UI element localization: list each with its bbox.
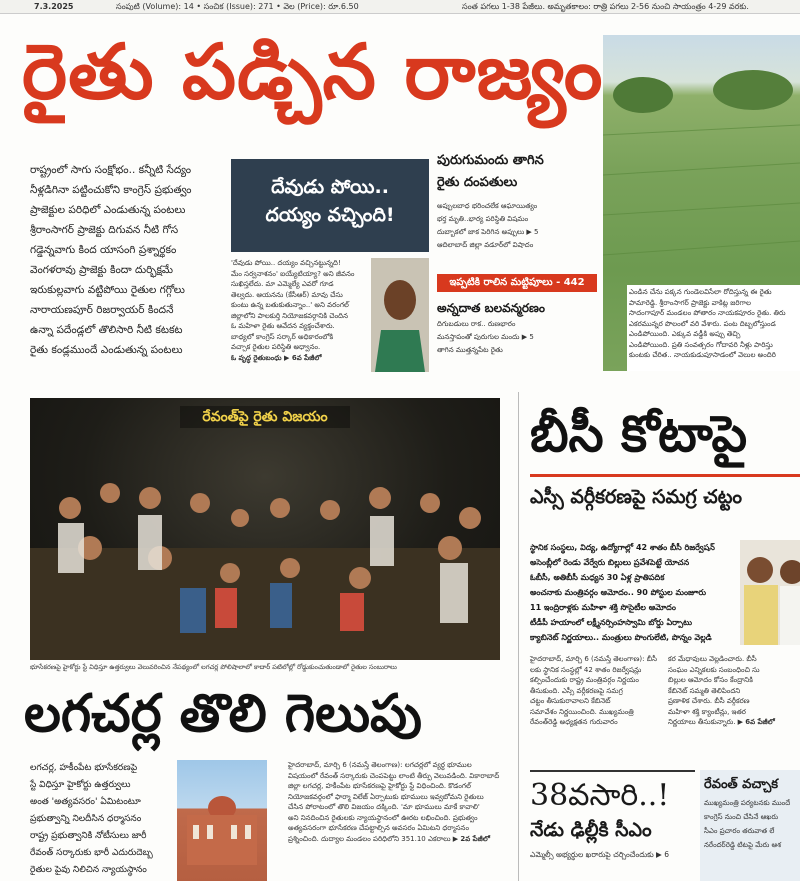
rally-photo-label: రేవంత్‌పై రైతు విజయం bbox=[180, 406, 350, 428]
bc-bullet: అసెంబ్లీలో రెండు వేర్వేరు బిల్లులు ప్రవేశపెట్టే యోచన bbox=[530, 558, 690, 567]
suicide-jump: 5 bbox=[534, 228, 539, 236]
sub-headline: అన్నదాత బలవన్మరణం bbox=[437, 301, 545, 315]
revanth-line: సీఎం ప్రచారం తరువాత లే bbox=[704, 827, 775, 835]
quote-headline-box bbox=[231, 159, 429, 252]
suicide-headline-2: రైతు దంపతులు bbox=[437, 175, 518, 190]
rally-photo bbox=[30, 398, 500, 660]
quote-headline-2: దయ్యం వచ్చింది! bbox=[265, 204, 395, 226]
revanth-line: కాంగ్రెస్ నుంచి చేసినే ఆఖరు bbox=[704, 813, 779, 821]
sub-line-text: మనస్తాపంతో పురుగుల మందు bbox=[437, 333, 520, 341]
lagacharla-body-line: జిల్లా లగచర్ల, హకీంపేట భూసేకరణపై హైకోర్టు స్టే విధించింది. కొడంగల్ bbox=[288, 782, 471, 790]
field-caption-l1: పామారెడ్డి. శ్రీరాంసాగర్ ప్రాజెక్టు వాకిట్ల జరిగాల bbox=[629, 298, 751, 307]
lagacharla-line: రాష్ట్ర ప్రభుత్వానికి నోటీసులు జారీ bbox=[30, 831, 147, 841]
woman-farmer-photo bbox=[371, 258, 429, 372]
lead-line: రైతు కండ్లముందే ఎండుతున్న పంటలు bbox=[30, 344, 183, 356]
suicide-line: దుబ్బాకలో జాక పెరిగిన అప్పులు ▶ 5 bbox=[437, 228, 539, 236]
bc-body-line: బిల్లుల ఆమోదం కోసం కేంద్రానికి bbox=[668, 676, 753, 684]
quote-body bbox=[231, 258, 371, 363]
ministers-illustration bbox=[740, 540, 800, 645]
field-photo bbox=[603, 35, 800, 371]
revanth-line: నరేందర్‌రెడ్డి టిటపై మేరు ఆశ bbox=[704, 841, 781, 849]
quote-line: తెల్వదు. ఆయనను (కేసీఆర్) మావు చేసు bbox=[231, 290, 343, 299]
quote-line: వచ్చాక రైతుల పరిస్థితి అధ్వానం. bbox=[231, 343, 321, 351]
lead-line: ఉన్నా పదేండ్లలో తొలిసారి నీటి కటకట bbox=[30, 324, 183, 336]
quote-byline-text: ఓ వృద్ధ రైతుబంధు bbox=[231, 353, 282, 362]
bc-body-line: తీసుకుంది. ఎస్సీ వర్గీకరణపై సమగ్ర bbox=[530, 686, 623, 695]
high-court-illustration bbox=[177, 760, 267, 881]
cm-delhi-box bbox=[530, 770, 695, 881]
lagacharla-highlights bbox=[30, 760, 176, 879]
lagacharla-line: రేవంత్ సర్కారుకు భారీ ఎదురుదెబ్బ bbox=[30, 848, 153, 858]
lagacharla-jump: 2వ పేజీలో bbox=[460, 834, 490, 843]
lead-line: శ్రీరాంసాగర్ ప్రాజెక్టు దిగువన నీటి గోస bbox=[30, 224, 179, 236]
death-toll-bar: ఇప్పటికి రాలిన మట్టిపూలు - 442 bbox=[437, 274, 597, 292]
field-caption-l6: కుంటకు చేరిత.. నాయకుడుపూసాడంలో వెలుల అందిరి bbox=[629, 351, 776, 359]
bc-body-line: కేబినెట్ సమ్మతి తెలిపిందని bbox=[668, 686, 741, 695]
lead-line: రాష్ట్రంలో సాగు సంక్షోభం.. కన్నీటి సేద్యం bbox=[30, 164, 192, 176]
bc-body-line: కల్పించేందుకు రాష్ట్ర మంత్రివర్గం నిర్ణయం bbox=[530, 676, 639, 684]
suicide-story bbox=[437, 150, 597, 252]
quote-jump: 6వ పేజీలో bbox=[291, 353, 322, 362]
quote-line: ఓ మహిళా రైతు ఆవేదన వ్యక్తంచేశారు. bbox=[231, 322, 335, 330]
bc-body-line: రేవంత్‌రెడ్డి అధ్యక్షతన గురువారం bbox=[530, 718, 618, 726]
crowd-illustration bbox=[30, 398, 500, 660]
rally-caption: భూసేకరణపై హైకోర్టు స్టే విధిస్తూ ఉత్తర్వులు వెలువరించిన నేపథ్యంలో లగచర్ల పోలిషాలాలో కాదార్ పటిలోల్లో రోడ్డుకుంచుతుండాలో రైతుల సంబురాలు bbox=[30, 663, 397, 671]
lead-headline: రైతు పడ్చిన రాజ్యం bbox=[22, 27, 604, 116]
ministers-photo bbox=[740, 540, 800, 645]
lead-line: నీళ్లడిగినా పట్టించుకోని కాంగ్రెస్ ప్రభుత్వం bbox=[30, 184, 192, 196]
lagacharla-body-line: విషయంలో రేవంత్ సర్కారుకు చెంపపెట్టు లాంటి తీర్పు వెలువడింది. వికారాబాద్ bbox=[288, 771, 500, 780]
sub-story bbox=[437, 298, 597, 357]
bc-body-line: హైదరాబాద్, మార్చి 6 (నమస్తే తెలంగాణ): బీసీ bbox=[530, 655, 658, 663]
woman-farmer-illustration bbox=[371, 258, 429, 372]
sub-line: దిగుబడులు రాక.. రుణభారం bbox=[437, 320, 516, 328]
revanth-title: రేవంత్ వచ్చాక bbox=[704, 777, 779, 792]
lagacharla-headline: లగచర్ల తొలి గెలుపు bbox=[24, 683, 422, 744]
bc-bullet: టీడీపీ హయాంలో లక్ష్మీనర్సింహస్వామి బోర్డు ఏర్పాటు bbox=[530, 618, 693, 627]
issue-pages: సంత పగలు 1-38 పేజీలు. అమృతకాలం: రాత్రి పగలు 2-56 నుంచి సాయంత్రం 4-29 వరకు. bbox=[462, 2, 749, 11]
cm-line-text: ఎమ్మెల్సీ అభ్యర్థుల ఖరారుపై చర్చించేందుకు bbox=[530, 850, 654, 859]
lagacharla-body bbox=[288, 760, 500, 844]
lagacharla-line: రైతుల పైవు నిలిచిన న్యాయస్థానం bbox=[30, 865, 147, 875]
sub-jump: 5 bbox=[529, 333, 534, 341]
lagacharla-body-line: నియోజకవర్గంలో ఫార్మా విలేజ్ ఏర్పాటుకు భూములు ఇవ్వబోమని రైతులు bbox=[288, 792, 484, 801]
lead-line: గడ్డెన్నవాగు కింద యాసంగి ప్రశ్నార్థకం bbox=[30, 244, 177, 256]
lagacharla-body-line: చేసిన పోరాటంలో తొలి విజయం దక్కింది. 'మా భూములు మాకే కావాలి' bbox=[288, 803, 480, 811]
bc-bullet: 11 ఇంద్రిరాళ్లకు మహిళా శక్తి సొసైటీల ఆమోదం bbox=[530, 603, 676, 612]
suicide-line-text: దుబ్బాకలో జాక పెరిగిన అప్పులు bbox=[437, 228, 525, 236]
bc-body-line: లకు స్థానిక సంస్థల్లో 42 శాతం రిజర్వేషన్లు bbox=[530, 665, 642, 674]
bc-headline: బీసీ కోటాపై bbox=[530, 404, 748, 463]
field-caption-l2: సాదంగాపూర్ మండలం పోతారం నాయకపూరం రైతు. తిరు bbox=[629, 309, 786, 317]
suicide-headline-1: పురుగుమందు తాగిన bbox=[437, 153, 544, 168]
lagacharla-line: అంత 'అత్యవసరం' ఏమిటంటూ bbox=[30, 797, 141, 807]
field-caption-l3: ఎకరమున్నర పొలంలో వరి వేశారు. పంట దిబ్బలోస్తుండ bbox=[629, 319, 776, 328]
lagacharla-line: లగచర్ల, హకీంపేట భూసేకరణపై bbox=[30, 763, 138, 773]
bc-body-line: సమావేశం నిర్ణయించింది. ముఖ్యమంత్రి bbox=[530, 707, 634, 716]
cm-jump: 6 bbox=[664, 850, 669, 859]
bc-subhead: ఎస్సీ వర్గీకరణపై సమగ్ర చట్టం bbox=[530, 474, 800, 514]
field-caption bbox=[627, 285, 800, 371]
suicide-line: ఆదిలాబాద్ జిల్లా వడూర్‌లో విషాదం bbox=[437, 241, 534, 249]
bc-body-line: చట్టం తీసుకురావాలని కేబినెట్ bbox=[530, 697, 611, 705]
masthead bbox=[0, 0, 800, 14]
issue-meta: సంపుటి (Volume): 14 • సంచిక (Issue): 271 • వెల (Price): రూ.6.50 bbox=[116, 2, 359, 11]
sub-line: మనస్తాపంతో పురుగుల మందు ▶ 5 bbox=[437, 333, 534, 341]
issue-date: 7.3.2025 bbox=[34, 2, 74, 11]
bc-bullet: స్థానిక సంస్థలు, విద్య, ఉద్యోగాల్లో 42 శాతం బీసీ రిజర్వేషన్ bbox=[530, 543, 715, 552]
field-caption-l0: ఎండిన చేను పక్కన గుండెలవిసేలా రోదిస్తున్న ఈ రైతు bbox=[629, 288, 772, 296]
column-divider bbox=[518, 392, 519, 881]
bc-body-line: సంఘం ఎన్నికలకు సంబంధించి సు bbox=[668, 665, 760, 674]
quote-line: కుంటు ఉన్న బతుకుతున్నాం..' అని వరంగల్ bbox=[231, 301, 349, 309]
lagacharla-body-line: ప్రశ్నించింది. దుద్యాల మండలం పరిధిలోని 351.10 ఎకరాలు ▶ 2వ పేజీలో bbox=[288, 834, 490, 843]
high-court-photo bbox=[177, 760, 267, 881]
field-caption-l5: ఎండిపోయింది. ప్రతి సంవత్సరం గోదావరి నీళ్లు పారిస్తు bbox=[629, 340, 773, 349]
bc-jump: 6వ పేజీలో bbox=[745, 718, 775, 726]
cm-line: ఎమ్మెల్సీ అభ్యర్థుల ఖరారుపై చర్చించేందుకు ▶ 6 bbox=[530, 850, 669, 859]
lagacharla-line: ప్రభుత్వాన్ని నిలదీసిన ధర్మాసనం bbox=[30, 814, 142, 824]
lagacharla-line: స్టే విధిస్తూ హైకోర్టు ఉత్తర్వులు bbox=[30, 780, 131, 790]
suicide-line: భర్త మృతి..భార్య పరిస్థితి విషమం bbox=[437, 215, 529, 223]
bc-body-right bbox=[668, 654, 800, 728]
revanth-line: ముఖ్యమంత్రి పర్యటనకు ముందే bbox=[704, 799, 791, 807]
lagacharla-body-line: హైదరాబాద్, మార్చి 6 (నమస్తే తెలంగాణ): లగచర్లలో వ్యర్థ భూముల bbox=[288, 761, 472, 769]
quote-line: బాధ్యలో కాంగ్రెస్ సర్కార్ అధికారంలోకి bbox=[231, 332, 334, 341]
quote-line: జిల్లాలోని పాలకుర్తి నియోజకవర్గానికి చెందిన bbox=[231, 311, 349, 320]
sub-line: తాగిన ముత్తన్నపేట రైతు bbox=[437, 346, 503, 354]
quote-line: 'దేవుడు పోయి.. దయ్యం వచ్చినట్టున్నది! bbox=[231, 259, 341, 267]
revanth-box bbox=[700, 770, 800, 881]
bc-bullet: ఓబీసీ, అతిబీసీ మధ్యన 30 ఏళ్ల ప్రాతిపదిక bbox=[530, 573, 665, 582]
lagacharla-body-line: అత్యవసరంగా భూసేకరణ చేపట్టాల్సిన అవసరం ఏమిటని ధర్మాసనం bbox=[288, 824, 470, 832]
bc-bullet: అంచనాకు మంత్రివర్గం ఆమోదం.. 90 పోస్టుల మంజూరు bbox=[530, 588, 707, 597]
bc-bullets bbox=[530, 540, 735, 645]
quote-headline-1: దేవుడు పోయి.. bbox=[271, 176, 389, 198]
lagacharla-body-line: అని నినదించిన రైతులకు న్యాయస్థానంలో ఊరట లభించింది. ప్రభుత్వం bbox=[288, 813, 478, 822]
cm-count: 38వసారి..! bbox=[530, 778, 670, 813]
quote-line: మేం సర్వనాశనం' ఐయ్యేటియ్యా? అని జీవనం bbox=[231, 269, 355, 278]
quote-byline: ఓ వృద్ధ రైతుబంధు ▶ 6వ పేజీలో bbox=[231, 353, 322, 362]
lead-line: ప్రాజెక్టుల పరిధిలో ఎండుతున్న పంటలు bbox=[30, 204, 186, 216]
bc-body-line: నిర్ణయాలు తీసుకున్నారు. ▶ 6వ పేజీలో bbox=[668, 718, 775, 726]
cm-title: నేడు ఢిల్లీకి సీఎం bbox=[530, 819, 652, 841]
bc-bullet: క్యాబినెట్ నిర్ణయాలు.. మంత్రులు పొంగులేటి, పొన్నం వెల్లడి bbox=[530, 633, 712, 642]
bc-body-line: మహిళా శక్తి క్యాంటీన్లు, ఇతర bbox=[668, 707, 746, 716]
quote-line: సుఖిస్తలేదు. మా ఎమ్మెల్యే ఎవరో గూడ bbox=[231, 280, 334, 288]
bc-body-line: ప్రణాళిక చేశారు. బీసీ వర్గీకరణ bbox=[668, 697, 750, 705]
bc-body-text: నిర్ణయాలు తీసుకున్నారు. bbox=[668, 718, 736, 726]
suicide-line: అప్పులబాధ భరించలేక ఆఘాయిత్యం bbox=[437, 202, 538, 210]
lead-body bbox=[30, 160, 226, 360]
bc-body bbox=[530, 654, 660, 728]
lagacharla-body-text: ప్రశ్నించింది. దుద్యాల మండలం పరిధిలోని 351.10 ఎకరాలు bbox=[288, 834, 451, 843]
field-caption-l4: ఎండిపోయింది. ఎక్కువ వడ్డీకి అప్పు తెచ్చి bbox=[629, 330, 741, 338]
lead-line: ఇరుకుల్లవాగు వట్టిపోయి రైతుల గగ్గోలు bbox=[30, 284, 185, 296]
bc-body-line: కర మేధావులు వెల్లడించారు. బీసీ bbox=[668, 655, 757, 663]
lead-line: వెంగళరావు ప్రాజెక్టు కిందా దుర్భిక్షమే bbox=[30, 264, 174, 276]
lead-line: నారాయణపూర్ రిజర్వాయర్ కిందనే bbox=[30, 304, 174, 316]
